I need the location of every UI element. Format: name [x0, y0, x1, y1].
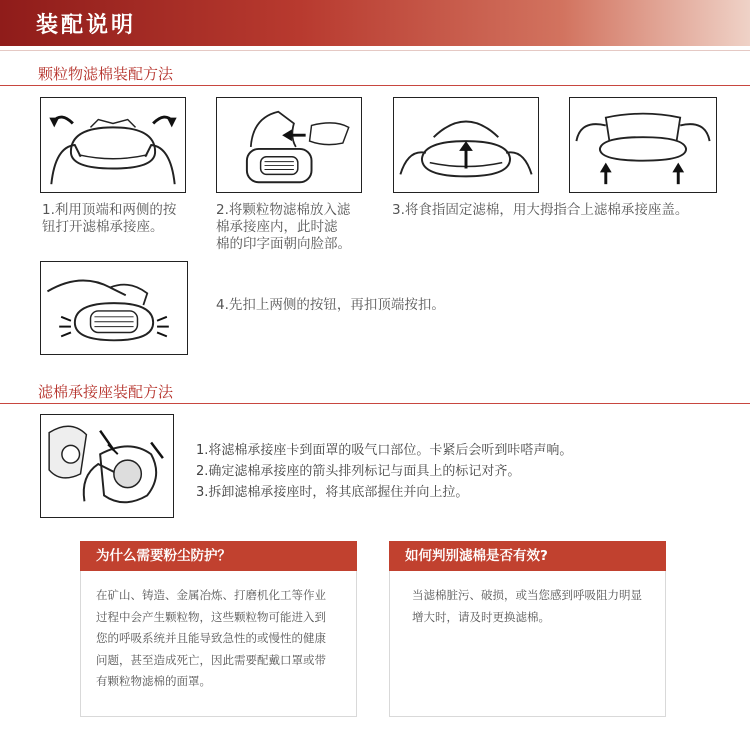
step-4-text	[216, 297, 445, 314]
card-body	[412, 585, 642, 628]
card-text-line: 问题，甚至造成死亡，因此需要配戴口罩或带	[96, 652, 326, 667]
close-holder-lid-icon	[569, 97, 717, 193]
instruction-line: 2.确定滤棉承接座的箭头排列标记与面具上的标记对齐。	[196, 464, 521, 479]
step-1-text	[42, 202, 176, 236]
card-text-line: 在矿山、铸造、金属冶炼、打磨机化工等作业	[96, 588, 326, 602]
section-divider	[0, 403, 750, 404]
step-text-line: 4.先扣上两侧的按钮，再扣顶端按扣。	[216, 297, 445, 313]
hands-opening-filter-holder-icon	[40, 97, 186, 193]
filter-insert-icon	[216, 97, 362, 193]
card-text-line: 有颗粒物滤棉的面罩。	[96, 674, 211, 688]
card-body	[96, 585, 326, 693]
step-text-line: 2.将颗粒物滤棉放入滤	[216, 202, 351, 218]
step-text-line: 钮打开滤棉承接座。	[42, 219, 164, 235]
step-text-line: 1.利用顶端和两侧的按	[42, 202, 177, 218]
info-card-filter-validity	[389, 541, 666, 717]
mask-attach-icon	[40, 414, 174, 518]
step-text-line: 棉承接座内，此时滤	[216, 219, 338, 235]
instruction-line: 1.将滤棉承接座卡到面罩的吸气口部位。卡紧后会听到咔嗒声响。	[196, 443, 573, 458]
page-title: 装配说明	[36, 13, 137, 38]
snap-buttons-icon	[40, 261, 188, 355]
card-text-line: 您的呼吸系统并且能导致急性的或慢性的健康	[96, 631, 326, 645]
header-divider	[0, 50, 750, 51]
step-2-text	[216, 202, 351, 253]
card-text-line: 增大时，请及时更换滤棉。	[412, 609, 550, 624]
section-title-holder-assembly: 滤棉承接座装配方法	[38, 383, 174, 401]
card-text-line: 过程中会产生颗粒物，这些颗粒物可能进入到	[96, 609, 326, 624]
holder-instructions	[196, 440, 572, 503]
step-text-line: 棉的印字面朝向脸部。	[216, 236, 351, 252]
finger-press-filter-icon	[393, 97, 539, 193]
section-title-filter-assembly: 颗粒物滤棉装配方法	[38, 65, 174, 83]
card-text-line: 当滤棉脏污、破损，或当您感到呼吸阻力明显	[412, 588, 642, 602]
step-text-line: 3.将食指固定滤棉，用大拇指合上滤棉承接座盖。	[392, 202, 689, 218]
card-heading: 为什么需要粉尘防护？	[80, 541, 357, 571]
instruction-line: 3.拆卸滤棉承接座时，将其底部握住并向上拉。	[196, 485, 469, 500]
info-card-dust-protection	[80, 541, 357, 717]
section-divider	[0, 85, 750, 86]
step-3-text	[392, 202, 688, 219]
card-heading: 如何判别滤棉是否有效?	[389, 541, 666, 571]
